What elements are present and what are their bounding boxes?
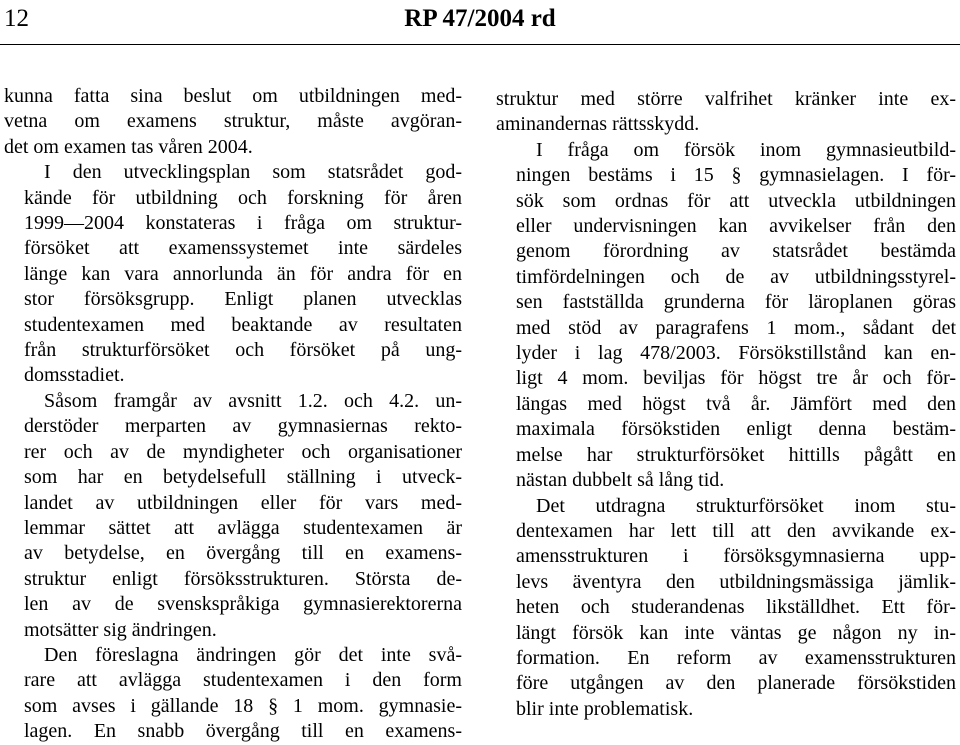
text-line: amensstrukturen i försöksgymnasierna upp-: [516, 545, 956, 568]
text-line: eller undervisningen kan avvikelser från den: [516, 215, 956, 238]
text-line: dentexamen har lett till att den avvikande ex-: [516, 519, 956, 542]
text-line: kände för utbildning och forskning för åren: [24, 186, 462, 209]
text-line: som har en betydelsefull ställning i utveck-: [24, 466, 462, 489]
text-line: derstöder merparten av gymnasiernas rekto-: [24, 415, 462, 438]
text-line: Den föreslagna ändringen gör det inte svå-: [44, 643, 462, 666]
left-column: [4, 84, 462, 745]
text-line: len av de svenskspråkiga gymnasierektorerna: [24, 593, 462, 616]
page-number: 12: [4, 5, 29, 32]
text-line: nästan dubbelt så lång tid.: [516, 469, 725, 492]
text-line: motsätter sig ändringen.: [24, 618, 217, 641]
text-line: domsstadiet.: [24, 364, 125, 387]
text-line: heten och studerandenas likställdhet. Ett för-: [516, 596, 956, 619]
text-line: med stöd av paragrafens 1 mom., sådant det: [516, 316, 956, 339]
text-line: före utgången av den planerade försökstiden: [516, 672, 956, 695]
paragraph: [4, 84, 462, 160]
text-line: länge kan vara annorlunda än för andra för en: [24, 262, 462, 285]
text-line: lagen. En snabb övergång till en examens-: [24, 720, 462, 743]
text-line: studentexamen med beaktande av resultaten: [24, 313, 462, 336]
text-line: rer och av de myndigheter och organisationer: [24, 440, 462, 463]
header-rule: [0, 44, 960, 45]
text-line: genom förordning av statsrådet bestämda: [516, 240, 956, 263]
text-line: 1999—2004 konstateras i fråga om struktur-: [24, 212, 462, 235]
text-line: Såsom framgår av avsnitt 1.2. och 4.2. un-: [44, 389, 462, 412]
text-line: landet av utbildningen eller för vars med-: [24, 491, 462, 514]
text-line: melse har strukturförsöket hittills pågått en: [516, 443, 956, 466]
text-line: Det utdragna strukturförsöket inom stu-: [536, 494, 956, 517]
paragraph: [496, 494, 956, 723]
text-line: det om examen tas våren 2004.: [4, 135, 253, 158]
paragraph: [4, 160, 462, 389]
page-header: [0, 4, 960, 34]
text-line: struktur enligt försöksstrukturen. Största de-: [24, 567, 462, 590]
text-line: timfördelningen och de av utbildningsstyrel-: [516, 265, 956, 288]
text-line: struktur med större valfrihet kränker inte ex-: [496, 88, 956, 110]
document-title: RP 47/2004 rd: [404, 5, 556, 32]
text-line: längt försök kan inte väntas ge någon ny in-: [516, 621, 956, 644]
text-line: aminandernas rättsskydd.: [496, 113, 700, 136]
text-line: försöket att examenssystemet inte särdeles: [24, 237, 462, 260]
right-column: [496, 87, 956, 722]
text-line: vetna om examens struktur, måste avgöran-: [4, 110, 462, 133]
text-line: I fråga om försök inom gymnasieutbild-: [536, 138, 956, 161]
text-line: stor försöksgrupp. Enligt planen utvecklas: [24, 288, 462, 311]
text-line: längas med högst två år. Jämfört med den: [516, 392, 956, 415]
text-line: sen fastställda grunderna för läroplanen göras: [516, 291, 956, 314]
text-line: ningen bestäms i 15 § gymnasielagen. I för-: [516, 164, 956, 187]
paragraph: [496, 138, 956, 494]
text-line: ligt 4 mom. beviljas för högst tre år och för-: [516, 367, 956, 390]
text-line: maximala försökstiden enligt denna bestäm-: [516, 418, 956, 441]
text-line: formation. En reform av examensstrukturen: [516, 646, 956, 669]
text-line: I den utvecklingsplan som statsrådet god-: [44, 161, 462, 184]
text-line: som avses i gällande 18 § 1 mom. gymnasie-: [24, 694, 462, 717]
text-line: från strukturförsöket och försöket på ung-: [24, 339, 462, 362]
text-line: blir inte problematisk.: [516, 697, 694, 720]
text-line: lemmar sättet att avlägga studentexamen är: [24, 516, 462, 539]
text-line: sök som ordnas för att utveckla utbildningen: [516, 189, 956, 212]
text-line: kunna fatta sina beslut om utbildningen med-: [4, 85, 462, 107]
paragraph: [4, 643, 462, 745]
text-line: levs äventyra den utbildningsmässiga jämlik-: [516, 570, 956, 593]
text-line: rare att avlägga studentexamen i den form: [24, 669, 462, 692]
paragraph: [496, 87, 956, 138]
text-line: av betydelse, en övergång till en examens-: [24, 542, 462, 565]
paragraph: [4, 389, 462, 643]
text-line: lyder i lag 478/2003. Försökstillstånd kan en-: [516, 342, 956, 365]
